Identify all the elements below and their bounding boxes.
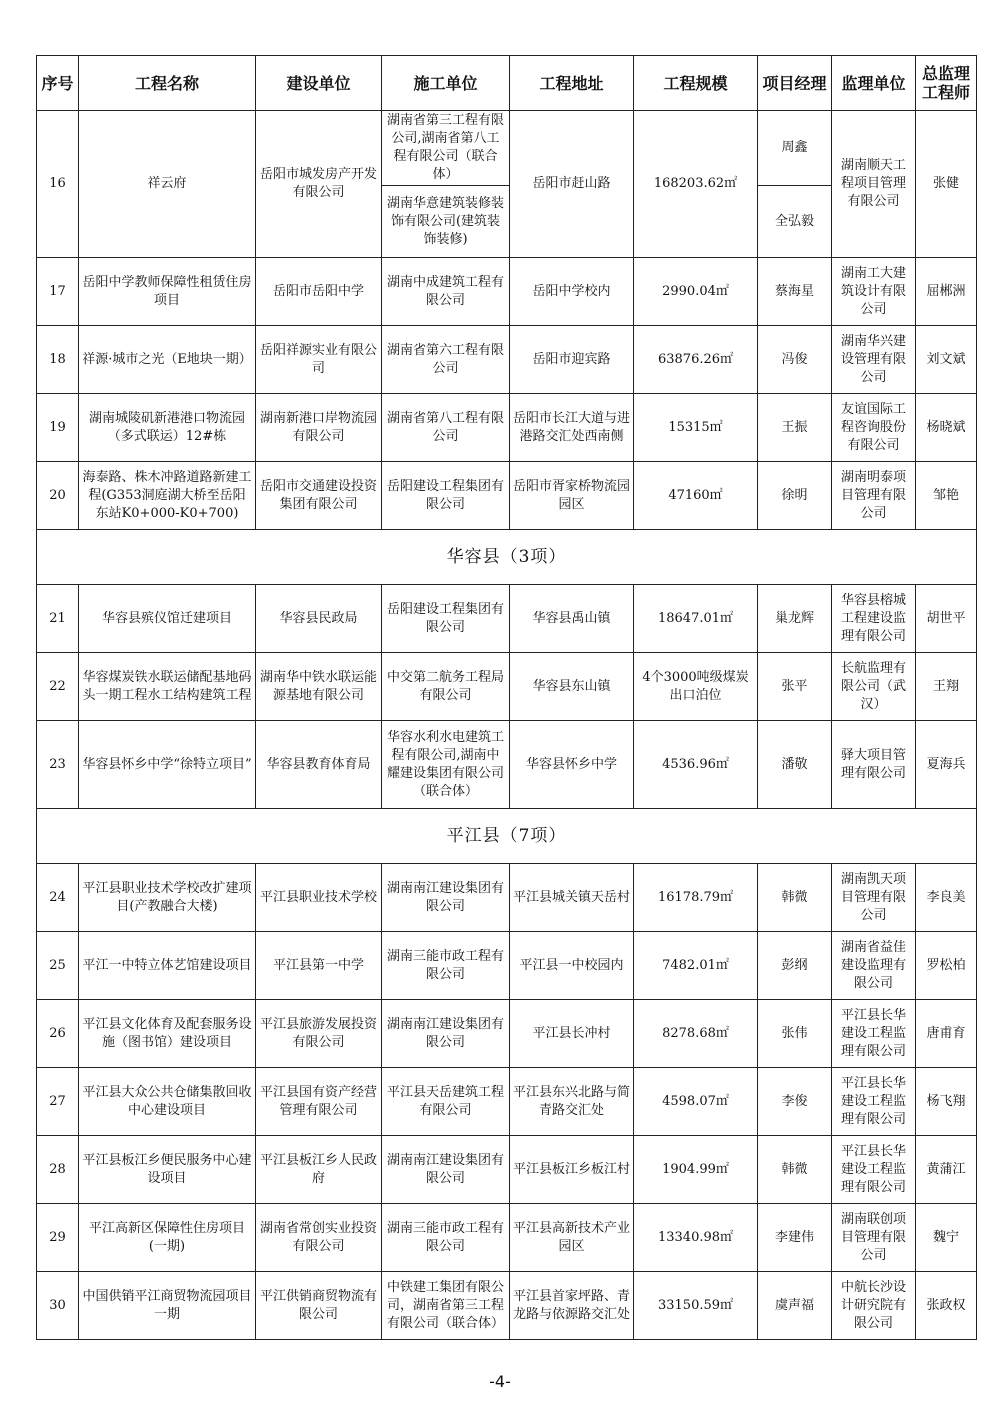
cell-owner: 平江县旅游发展投资有限公司 xyxy=(256,1000,382,1068)
cell-scale: 13340.98㎡ xyxy=(634,1204,758,1272)
cell-address: 平江县东兴北路与简青路交汇处 xyxy=(510,1068,634,1136)
header-scale: 工程规模 xyxy=(634,56,758,111)
cell-supervisor: 湖南工大建筑设计有限公司 xyxy=(832,258,916,326)
cell-address: 岳阳中学校内 xyxy=(510,258,634,326)
cell-project-name: 祥云府 xyxy=(79,111,256,258)
cell-builder: 华容水利水电建筑工程有限公司,湖南中耀建设集团有限公司（联合体） xyxy=(382,721,510,809)
cell-chief: 屈郴洲 xyxy=(916,258,977,326)
cell-project-name: 平江县文化体育及配套服务设施（图书馆）建设项目 xyxy=(79,1000,256,1068)
cell-project-name: 岳阳中学教师保障性租赁住房项目 xyxy=(79,258,256,326)
cell-owner: 岳阳市岳阳中学 xyxy=(256,258,382,326)
cell-manager: 虞声福 xyxy=(758,1272,832,1340)
cell-scale: 1904.99㎡ xyxy=(634,1136,758,1204)
cell-address: 平江县长冲村 xyxy=(510,1000,634,1068)
cell-address: 华容县怀乡中学 xyxy=(510,721,634,809)
cell-no: 21 xyxy=(37,585,79,653)
cell-chief: 魏宁 xyxy=(916,1204,977,1272)
section-title-huarong: 华容县（3项） xyxy=(37,530,977,585)
cell-chief: 杨晓斌 xyxy=(916,394,977,462)
cell-builder: 湖南南江建设集团有限公司 xyxy=(382,1136,510,1204)
cell-chief: 李良美 xyxy=(916,864,977,932)
cell-chief: 罗松柏 xyxy=(916,932,977,1000)
cell-no: 25 xyxy=(37,932,79,1000)
cell-scale: 47160㎡ xyxy=(634,462,758,530)
cell-supervisor: 平江县长华建设工程监理有限公司 xyxy=(832,1136,916,1204)
cell-manager: 韩微 xyxy=(758,1136,832,1204)
cell-builder: 湖南南江建设集团有限公司 xyxy=(382,1000,510,1068)
cell-chief: 黄蒲江 xyxy=(916,1136,977,1204)
cell-chief: 唐甫育 xyxy=(916,1000,977,1068)
cell-project-name: 平江高新区保障性住房项目(一期) xyxy=(79,1204,256,1272)
cell-address: 平江县城关镇天岳村 xyxy=(510,864,634,932)
cell-scale: 33150.59㎡ xyxy=(634,1272,758,1340)
cell-address: 平江县高新技术产业园区 xyxy=(510,1204,634,1272)
table-row xyxy=(37,394,977,462)
cell-supervisor: 平江县长华建设工程监理有限公司 xyxy=(832,1000,916,1068)
table-row xyxy=(37,111,977,186)
cell-scale: 16178.79㎡ xyxy=(634,864,758,932)
cell-owner: 岳阳祥源实业有限公司 xyxy=(256,326,382,394)
cell-no: 19 xyxy=(37,394,79,462)
cell-supervisor: 驿大项目管理有限公司 xyxy=(832,721,916,809)
table-row xyxy=(37,1272,977,1340)
cell-scale: 8278.68㎡ xyxy=(634,1000,758,1068)
cell-no: 24 xyxy=(37,864,79,932)
cell-manager: 巢龙辉 xyxy=(758,585,832,653)
cell-builder: 湖南省第三工程有限公司,湖南省第八工程有限公司（联合体） xyxy=(382,111,510,186)
table-row xyxy=(37,462,977,530)
table-row xyxy=(37,653,977,721)
cell-builder: 中交第二航务工程局有限公司 xyxy=(382,653,510,721)
cell-no: 29 xyxy=(37,1204,79,1272)
cell-supervisor: 湖南华兴建设管理有限公司 xyxy=(832,326,916,394)
cell-builder: 湖南华意建筑装修装饰有限公司(建筑装饰装修) xyxy=(382,186,510,258)
cell-no: 30 xyxy=(37,1272,79,1340)
cell-owner: 平江县国有资产经营管理有限公司 xyxy=(256,1068,382,1136)
cell-no: 18 xyxy=(37,326,79,394)
cell-supervisor: 湖南省益佳建设监理有限公司 xyxy=(832,932,916,1000)
cell-owner: 湖南新港口岸物流园有限公司 xyxy=(256,394,382,462)
cell-project-name: 华容县怀乡中学“徐特立项目” xyxy=(79,721,256,809)
cell-owner: 湖南省常创实业投资有限公司 xyxy=(256,1204,382,1272)
cell-no: 16 xyxy=(37,111,79,258)
cell-builder: 平江县天岳建筑工程有限公司 xyxy=(382,1068,510,1136)
cell-builder: 湖南南江建设集团有限公司 xyxy=(382,864,510,932)
header-project-name: 工程名称 xyxy=(79,56,256,111)
cell-supervisor: 华容县榕城工程建设监理有限公司 xyxy=(832,585,916,653)
cell-builder: 湖南中成建筑工程有限公司 xyxy=(382,258,510,326)
header-row xyxy=(37,56,977,111)
header-address: 工程地址 xyxy=(510,56,634,111)
header-no: 序号 xyxy=(37,56,79,111)
section-title-pingjiang: 平江县（7项） xyxy=(37,809,977,864)
cell-chief: 夏海兵 xyxy=(916,721,977,809)
header-owner: 建设单位 xyxy=(256,56,382,111)
cell-chief: 张健 xyxy=(916,111,977,258)
header-builder: 施工单位 xyxy=(382,56,510,111)
cell-supervisor: 中航长沙设计研究院有限公司 xyxy=(832,1272,916,1340)
cell-address: 岳阳市胥家桥物流园园区 xyxy=(510,462,634,530)
table-row xyxy=(37,1136,977,1204)
table-row xyxy=(37,1204,977,1272)
cell-scale: 168203.62㎡ xyxy=(634,111,758,258)
cell-chief: 张政权 xyxy=(916,1272,977,1340)
cell-project-name: 平江县大众公共仓储集散回收中心建设项目 xyxy=(79,1068,256,1136)
table-row xyxy=(37,326,977,394)
table-row xyxy=(37,1068,977,1136)
cell-chief: 胡世平 xyxy=(916,585,977,653)
cell-project-name: 湖南城陵矶新港港口物流园（多式联运）12#栋 xyxy=(79,394,256,462)
header-supervisor: 监理单位 xyxy=(832,56,916,111)
cell-scale: 15315㎡ xyxy=(634,394,758,462)
cell-address: 华容县东山镇 xyxy=(510,653,634,721)
cell-no: 28 xyxy=(37,1136,79,1204)
cell-project-name: 平江一中特立体艺馆建设项目 xyxy=(79,932,256,1000)
cell-project-name: 平江县板江乡便民服务中心建设项目 xyxy=(79,1136,256,1204)
cell-address: 岳阳市长江大道与进港路交汇处西南侧 xyxy=(510,394,634,462)
table-row xyxy=(37,864,977,932)
cell-scale: 18647.01㎡ xyxy=(634,585,758,653)
cell-owner: 平江县第一中学 xyxy=(256,932,382,1000)
cell-owner: 岳阳市城发房产开发有限公司 xyxy=(256,111,382,258)
cell-address: 平江县板江乡板江村 xyxy=(510,1136,634,1204)
cell-manager: 张平 xyxy=(758,653,832,721)
cell-no: 26 xyxy=(37,1000,79,1068)
cell-no: 17 xyxy=(37,258,79,326)
header-chief: 总监理工程师 xyxy=(916,56,977,111)
cell-project-name: 中国供销平江商贸物流园项目一期 xyxy=(79,1272,256,1340)
cell-project-name: 平江县职业技术学校改扩建项目(产教融合大楼) xyxy=(79,864,256,932)
table-row xyxy=(37,721,977,809)
cell-builder: 岳阳建设工程集团有限公司 xyxy=(382,462,510,530)
cell-no: 20 xyxy=(37,462,79,530)
cell-chief: 王翔 xyxy=(916,653,977,721)
cell-address: 华容县禹山镇 xyxy=(510,585,634,653)
cell-manager: 彭纲 xyxy=(758,932,832,1000)
cell-chief: 邹艳 xyxy=(916,462,977,530)
cell-manager: 全弘毅 xyxy=(758,186,832,258)
table-row xyxy=(37,932,977,1000)
cell-manager: 周鑫 xyxy=(758,111,832,186)
cell-supervisor: 平江县长华建设工程监理有限公司 xyxy=(832,1068,916,1136)
cell-manager: 冯俊 xyxy=(758,326,832,394)
cell-manager: 徐明 xyxy=(758,462,832,530)
cell-project-name: 海泰路、株木冲路道路新建工程(G353洞庭湖大桥至岳阳东站K0+000-K0+700) xyxy=(79,462,256,530)
cell-scale: 2990.04㎡ xyxy=(634,258,758,326)
cell-supervisor: 湖南顺天工程项目管理有限公司 xyxy=(832,111,916,258)
cell-manager: 李俊 xyxy=(758,1068,832,1136)
project-table xyxy=(36,55,977,1340)
cell-builder: 湖南省第六工程有限公司 xyxy=(382,326,510,394)
cell-manager: 李建伟 xyxy=(758,1204,832,1272)
cell-address: 岳阳市迎宾路 xyxy=(510,326,634,394)
cell-owner: 华容县教育体育局 xyxy=(256,721,382,809)
cell-builder: 岳阳建设工程集团有限公司 xyxy=(382,585,510,653)
cell-manager: 潘敬 xyxy=(758,721,832,809)
cell-scale: 4598.07㎡ xyxy=(634,1068,758,1136)
cell-builder: 湖南省第八工程有限公司 xyxy=(382,394,510,462)
cell-address: 岳阳市赶山路 xyxy=(510,111,634,258)
cell-owner: 华容县民政局 xyxy=(256,585,382,653)
section-row xyxy=(37,809,977,864)
cell-manager: 王振 xyxy=(758,394,832,462)
cell-builder: 湖南三能市政工程有限公司 xyxy=(382,1204,510,1272)
cell-scale: 7482.01㎡ xyxy=(634,932,758,1000)
section-row xyxy=(37,530,977,585)
header-manager: 项目经理 xyxy=(758,56,832,111)
cell-supervisor: 湖南联创项目管理有限公司 xyxy=(832,1204,916,1272)
cell-supervisor: 湖南明泰项目管理有限公司 xyxy=(832,462,916,530)
cell-manager: 韩微 xyxy=(758,864,832,932)
cell-project-name: 华容县殡仪馆迁建项目 xyxy=(79,585,256,653)
cell-supervisor: 长航监理有限公司（武汉） xyxy=(832,653,916,721)
cell-project-name: 华容煤炭铁水联运储配基地码头一期工程水工结构建筑工程 xyxy=(79,653,256,721)
cell-chief: 刘文斌 xyxy=(916,326,977,394)
cell-builder: 湖南三能市政工程有限公司 xyxy=(382,932,510,1000)
cell-address: 平江县一中校园内 xyxy=(510,932,634,1000)
cell-no: 23 xyxy=(37,721,79,809)
table-row xyxy=(37,258,977,326)
cell-project-name: 祥源·城市之光（E地块一期） xyxy=(79,326,256,394)
cell-scale: 4536.96㎡ xyxy=(634,721,758,809)
cell-supervisor: 湖南凯天项目管理有限公司 xyxy=(832,864,916,932)
cell-supervisor: 友谊国际工程咨询股份有限公司 xyxy=(832,394,916,462)
table-row xyxy=(37,585,977,653)
cell-no: 27 xyxy=(37,1068,79,1136)
table-row xyxy=(37,1000,977,1068)
page-number: -4- xyxy=(489,1372,511,1391)
cell-owner: 平江县职业技术学校 xyxy=(256,864,382,932)
cell-scale: 4个3000吨级煤炭出口泊位 xyxy=(634,653,758,721)
cell-owner: 平江供销商贸物流有限公司 xyxy=(256,1272,382,1340)
cell-address: 平江县首家坪路、青龙路与依源路交汇处 xyxy=(510,1272,634,1340)
cell-manager: 张伟 xyxy=(758,1000,832,1068)
cell-manager: 蔡海星 xyxy=(758,258,832,326)
cell-owner: 岳阳市交通建设投资集团有限公司 xyxy=(256,462,382,530)
cell-chief: 杨飞翔 xyxy=(916,1068,977,1136)
cell-scale: 63876.26㎡ xyxy=(634,326,758,394)
cell-no: 22 xyxy=(37,653,79,721)
cell-owner: 湖南华中铁水联运能源基地有限公司 xyxy=(256,653,382,721)
cell-builder: 中铁建工集团有限公司，湖南省第三工程有限公司（联合体） xyxy=(382,1272,510,1340)
cell-owner: 平江县板江乡人民政府 xyxy=(256,1136,382,1204)
